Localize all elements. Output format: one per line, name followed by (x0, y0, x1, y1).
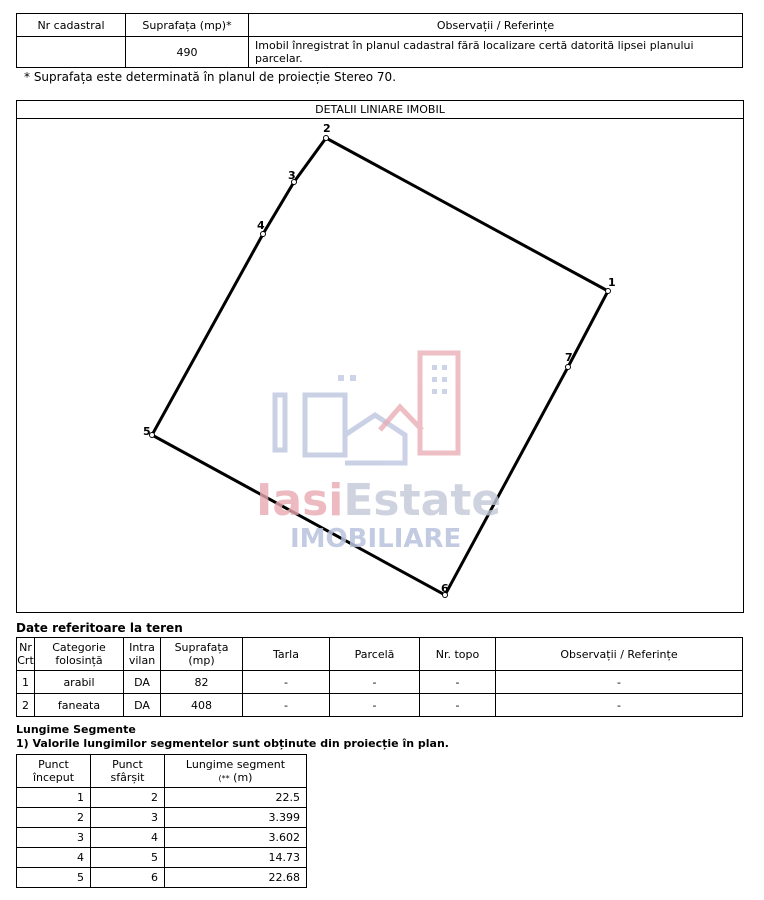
header-inceput-l2: început (32, 771, 75, 784)
cell-categorie: arabil (35, 671, 124, 694)
cell-len: 22.5 (165, 788, 307, 808)
cell-start: 4 (17, 848, 91, 868)
cell-start: 5 (17, 868, 91, 888)
svg-text:IasiEstate (256, 475, 501, 526)
cell-intra: DA (124, 671, 161, 694)
header-tarla: Tarla (243, 638, 330, 671)
point-label-2: 2 (323, 122, 331, 135)
header-lungime-unit: (m) (229, 770, 253, 784)
header-nr-crt (17, 638, 35, 671)
watermark-logo (250, 345, 520, 555)
point-label-7: 7 (565, 351, 573, 364)
header-categorie-l2: folosință (55, 654, 103, 667)
header-parcela: Parcelă (330, 638, 420, 671)
point-label-5: 5 (143, 425, 151, 438)
table-row (17, 808, 307, 828)
teren-table (16, 637, 743, 717)
watermark-sub: IMOBILIARE (290, 524, 462, 554)
cell-end: 5 (91, 848, 165, 868)
cell-suprafata: 408 (161, 694, 243, 717)
point-marker-4 (261, 232, 266, 237)
cell-observatii: Imobil înregistrat în planul cadastral fără localizare certă datorită lipsei planului parcelar. (249, 37, 743, 68)
cell-start: 3 (17, 828, 91, 848)
header-intra-l2: vilan (128, 654, 156, 667)
buildings-icon (275, 395, 405, 463)
header-lungime-sup: (** (218, 773, 230, 783)
header-lungime-l1: Lungime segment (185, 757, 286, 771)
point-label-1: 1 (608, 276, 616, 289)
cell-suprafata: 82 (161, 671, 243, 694)
header-nr-topo: Nr. topo (420, 638, 496, 671)
table-row (17, 828, 307, 848)
table-row (17, 694, 743, 717)
segmente-title: Lungime Segmente (16, 723, 136, 736)
point-marker-2 (324, 136, 329, 141)
cell-end: 2 (91, 788, 165, 808)
watermark-brand-grey: Estate (343, 475, 502, 526)
header-sfarsit-l2: sfârșit (110, 771, 145, 784)
cell-nr: 2 (17, 694, 35, 717)
segmente-subtitle: 1) Valorile lungimilor segmentelor sunt obținute din proiecție în plan. (16, 737, 449, 750)
point-marker-1 (606, 289, 611, 294)
cell-nr-cadastral (17, 37, 126, 68)
table-row (17, 671, 743, 694)
table-row (17, 848, 307, 868)
cell-start: 2 (17, 808, 91, 828)
cell-parcela: - (330, 694, 420, 717)
header-observatii: Observații / Referințe (496, 638, 743, 671)
cell-tarla: - (243, 671, 330, 694)
watermark-brand-red: Iasi (256, 475, 344, 526)
header-suprafata (161, 638, 243, 671)
point-label-6: 6 (441, 582, 449, 595)
cadastral-table (16, 13, 743, 68)
cell-parcela: - (330, 671, 420, 694)
cell-intra: DA (124, 694, 161, 717)
cell-len: 22.68 (165, 868, 307, 888)
cell-nr-topo: - (420, 694, 496, 717)
table-row (17, 868, 307, 888)
cell-len: 3.399 (165, 808, 307, 828)
point-label-4: 4 (257, 219, 265, 232)
cell-start: 1 (17, 788, 91, 808)
cell-end: 6 (91, 868, 165, 888)
detail-title: DETALII LINIARE IMOBIL (17, 101, 743, 119)
header-punct-inceput (17, 755, 91, 788)
header-nr-crt-l2: Crt (17, 654, 34, 667)
header-nr-cadastral: Nr cadastral (17, 14, 126, 37)
header-categorie-l1: Categorie (52, 641, 106, 654)
header-sfarsit-l1: Punct (112, 758, 143, 771)
point-label-3: 3 (288, 169, 296, 182)
cell-categorie: faneata (35, 694, 124, 717)
header-nr-crt-l1: Nr (19, 641, 32, 654)
cell-observatii: - (496, 694, 743, 717)
cell-nr: 1 (17, 671, 35, 694)
point-marker-7 (566, 365, 571, 370)
header-suprafata-l2: (mp) (188, 654, 215, 667)
header-punct-sfarsit (91, 755, 165, 788)
teren-title: Date referitoare la teren (16, 621, 183, 635)
cell-observatii: - (496, 671, 743, 694)
cell-end: 4 (91, 828, 165, 848)
cell-len: 14.73 (165, 848, 307, 868)
header-intra-l1: Intra (129, 641, 155, 654)
cell-suprafata: 490 (126, 37, 249, 68)
header-categorie (35, 638, 124, 671)
header-intra (124, 638, 161, 671)
cell-len: 3.602 (165, 828, 307, 848)
cell-tarla: - (243, 694, 330, 717)
table-row (17, 788, 307, 808)
header-lungime (165, 755, 307, 788)
cell-nr-topo: - (420, 671, 496, 694)
cell-end: 3 (91, 808, 165, 828)
header-inceput-l1: Punct (38, 758, 69, 771)
header-suprafata: Suprafața (mp)* (126, 14, 249, 37)
header-observatii: Observații / Referințe (249, 14, 743, 37)
projection-note: * Suprafața este determinată în planul de proiecție Stereo 70. (24, 70, 397, 84)
header-suprafata-l1: Suprafața (174, 641, 229, 654)
segmente-table (16, 754, 307, 888)
